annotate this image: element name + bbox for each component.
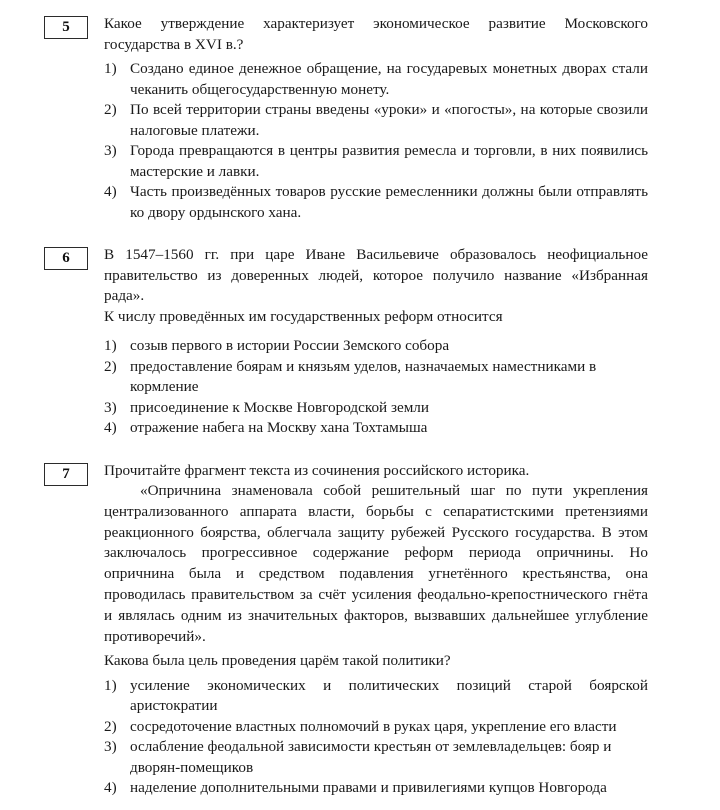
question-substem-6: К числу проведённых им государственных реформ относится <box>104 307 503 325</box>
source-quote-7: «Опричнина знаменовала собой решительный шаг по пути укрепления централизованного аппарата власти, борьбы с сепаратистскими претензиями реакционного боярства, облегчала защиту рубежей Русского государства. В этом заключалось прогрессивное содержание реформ периода опричнины. Но опричнина была и средством подавления угнетённого крестьянства, она проводилась правительством за счёт усиления феодально-крепостнического гнёта и являлась одним из значительных факторов, вызвавших дальнейшее углубление противоречий». <box>104 482 648 645</box>
option-item[interactable] <box>104 336 648 357</box>
option-label: предоставление боярам и князьям уделов, назначаемых наместниками в кормление <box>130 357 597 395</box>
options-list-5 <box>104 59 648 223</box>
option-marker: 2) <box>104 357 117 375</box>
spacer <box>44 439 648 461</box>
question-stem-7: Прочитайте фрагмент текста из сочинения российского историка. <box>104 461 530 479</box>
option-item[interactable] <box>104 357 648 398</box>
question-block-6 <box>44 245 648 439</box>
spacer <box>104 327 648 336</box>
option-label: созыв первого в истории России Земского собора <box>130 337 450 354</box>
option-marker: 2) <box>104 717 117 735</box>
option-item[interactable] <box>104 182 648 223</box>
option-marker: 1) <box>104 60 117 77</box>
options-list-7 <box>104 676 648 799</box>
option-marker: 1) <box>104 676 117 694</box>
option-label: присоединение к Москве Новгородской земли <box>130 398 430 416</box>
question-stem-5: Какое утверждение характеризует экономическое развитие Московского государства в XVI в.? <box>104 15 648 53</box>
option-label: Города превращаются в центры развития ремесла и торговли, в них появились мастерские и лавки. <box>130 142 648 180</box>
question-body-6 <box>104 245 648 439</box>
question-body-5 <box>104 14 648 223</box>
question-body-7 <box>104 461 648 799</box>
question-stem-6: В 1547–1560 гг. при царе Иване Васильевиче образовалось неофициальное правительство из доверенных людей, которое получило название «Избранная рада». <box>104 246 648 304</box>
option-item[interactable] <box>104 141 648 182</box>
question-block-7 <box>44 461 648 799</box>
option-marker: 4) <box>104 779 117 797</box>
question-substem-7: Какова была цель проведения царём такой политики? <box>104 652 451 670</box>
option-marker: 3) <box>104 142 117 159</box>
option-label: Часть произведённых товаров русские ремесленники должны были отправлять ко двору ордынского хана. <box>130 183 648 221</box>
question-number-box-7: 7 <box>44 463 88 486</box>
options-list-6 <box>104 336 648 439</box>
option-marker: 1) <box>104 337 117 354</box>
option-label: Создано единое денежное обращение, на государевых монетных дворах стали чеканить общегосударственную монету. <box>130 60 648 98</box>
option-marker: 3) <box>104 398 117 416</box>
option-item[interactable] <box>104 59 648 100</box>
option-marker: 4) <box>104 183 117 200</box>
option-item[interactable] <box>104 676 648 717</box>
question-block-5 <box>44 14 648 223</box>
option-item[interactable] <box>104 717 648 738</box>
option-item[interactable] <box>104 737 648 778</box>
option-item[interactable] <box>104 100 648 141</box>
option-label: наделение дополнительными правами и привилегиями купцов Новгорода <box>130 779 607 797</box>
option-label: сосредоточение властных полномочий в руках царя, укрепление его власти <box>130 717 617 735</box>
option-marker: 2) <box>104 101 117 118</box>
option-item[interactable] <box>104 778 648 799</box>
spacer <box>44 223 648 245</box>
option-label: усиление экономических и политических позиций старой боярской аристократии <box>130 676 648 715</box>
option-marker: 3) <box>104 738 117 756</box>
question-number-box-5: 5 <box>44 16 88 39</box>
question-number-box-6: 6 <box>44 247 88 270</box>
option-item[interactable] <box>104 398 648 419</box>
option-item[interactable] <box>104 418 648 439</box>
option-label: По всей территории страны введены «уроки» и «погосты», на которые свозили налоговые платежи. <box>130 101 648 139</box>
option-marker: 4) <box>104 419 117 436</box>
option-label: ослабление феодальной зависимости крестьян от землевладельцев: бояр и дворян-помещиков <box>130 738 612 776</box>
option-label: отражение набега на Москву хана Тохтамыша <box>130 419 428 436</box>
